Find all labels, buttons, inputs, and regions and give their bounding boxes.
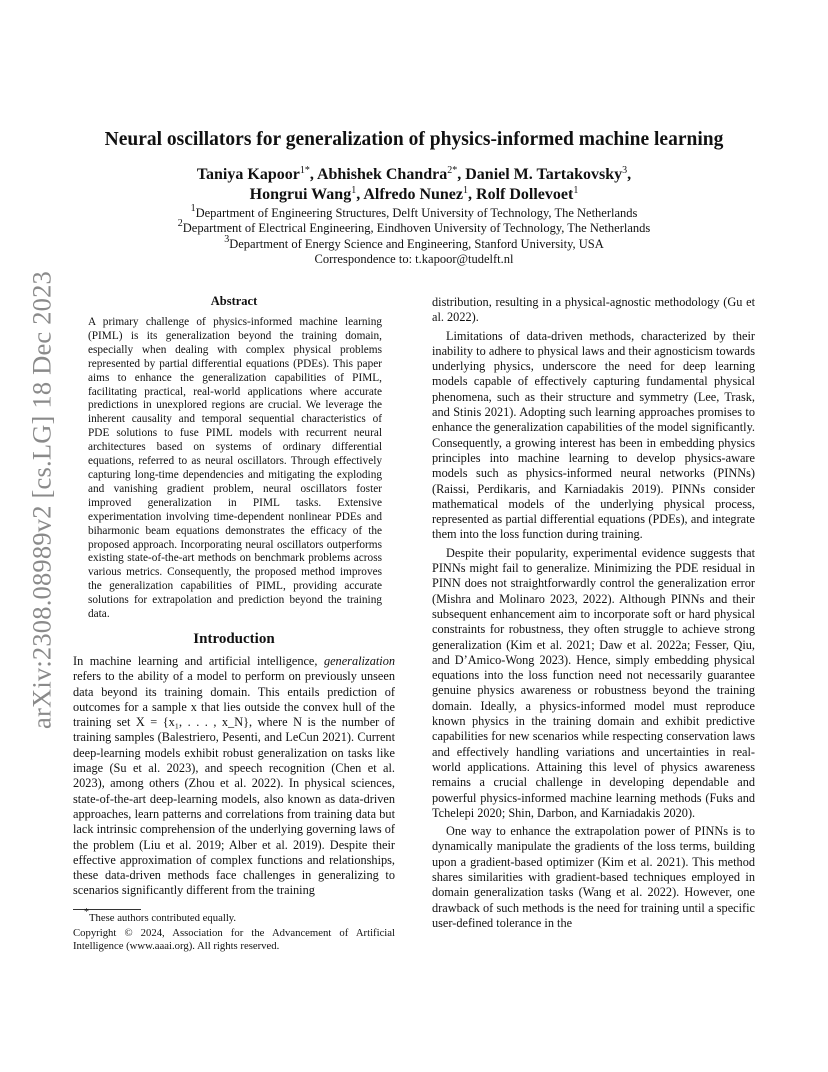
author-line-1 bbox=[80, 165, 748, 185]
arxiv-stamp bbox=[22, 270, 62, 730]
right-paragraph-0: distribution, resulting in a physical-agnostic methodology (Gu et al. 2022). bbox=[432, 295, 755, 325]
author-separator: , bbox=[457, 166, 466, 183]
right-paragraph-1: Limitations of data-driven methods, characterized by their inability to adhere to physical laws and their agnosticism towards underlying physics, underscore the need for deep learning models capable of effectively capturing fundamental physical phenomena, such as their structure and symmetry (Lee, Trask, and Stinis 2021). Adopting such learning approaches promises to enhance the generalization capabilities of the model significantly. Consequently, a growing interest has been in embedding physics principles into machine learning to develop physics-aware models such as physics-informed neural networks (PINNs) (Raissi, Perdikaris, and Karniadakis 2019). PINNs consider mathematical models of the underlying physical process, represented as partial differential equations (PDEs), and integrate them into the loss function during training. bbox=[432, 328, 755, 542]
affiliation-text: Department of Engineering Structures, Delft University of Technology, The Netherlands bbox=[195, 206, 638, 220]
footnote-mark: * bbox=[84, 907, 89, 918]
author-mark: 1 bbox=[573, 185, 579, 196]
author-name: Hongrui Wang bbox=[249, 186, 352, 203]
author-mark: 1 bbox=[351, 185, 357, 196]
affiliation-3 bbox=[80, 233, 748, 252]
arxiv-stamp-text: arXiv:2308.08989v2 [cs.LG] 18 Dec 2023 bbox=[26, 270, 57, 730]
abstract-heading: Abstract bbox=[210, 294, 258, 308]
author-name: Abhishek Chandra bbox=[316, 166, 448, 183]
affiliation-mark: 1 bbox=[190, 203, 196, 214]
author-name: Alfredo Nunez bbox=[363, 186, 464, 203]
affiliation-mark: 3 bbox=[224, 233, 230, 245]
author-mark: 1* bbox=[299, 165, 310, 176]
correspondence bbox=[80, 252, 748, 267]
affiliation-mark: 2 bbox=[177, 218, 183, 230]
affiliation-text: Department of Energy Science and Engineering, Stanford University, USA bbox=[229, 236, 604, 251]
text-run: In machine learning and artificial intelligence, bbox=[73, 654, 324, 668]
author-separator: , bbox=[627, 166, 632, 183]
footnote bbox=[73, 907, 395, 925]
copyright-notice: Copyright © 2024, Association for the Advancement of Artificial Intelligence (www.aaai.org). All rights reserved. bbox=[73, 927, 395, 952]
right-column-body bbox=[432, 295, 755, 931]
affiliation-text: Department of Electrical Engineering, Eindhoven University of Technology, The Netherlands bbox=[182, 221, 651, 236]
author-separator: , bbox=[356, 186, 364, 203]
author-mark: 2* bbox=[447, 165, 458, 176]
affiliations bbox=[80, 203, 748, 267]
author-line-2 bbox=[80, 185, 748, 205]
correspondence-text: Correspondence to: t.kapoor@tudelft.nl bbox=[314, 251, 514, 266]
text-run: refers to the ability of a model to perform on previously unseen data beyond its training domain. This entails prediction of outcomes for a sample x that lies outside the convex hull of the training set X = {x₁, . . . , x_N}, where N is the number of training samples (Balestriero, Pesenti, and LeCun 2021). Current deep-learning models exhibit robust generalization on tasks like image (Su et al. 2023), and speech recognition (Chen et al. 2023), among others (Zhou et al. 2022). In physical sciences, state-of-the-art deep-learning models, also known as data-driven approaches, learn patterns and correlations from training data but lack intrinsic comprehension of the underlying governing laws of the problem (Liu et al. 2019; Alber et al. 2019). Despite their effective approximation of complex functions and relationships, these data-driven methods face challenges in generalizing to scenarios significantly different from the training bbox=[73, 669, 395, 898]
author-name: Daniel M. Tartakovsky bbox=[465, 166, 623, 183]
author-mark: 1 bbox=[463, 185, 469, 196]
footnote-text: These authors contributed equally. bbox=[89, 912, 237, 924]
author-name: Taniya Kapoor bbox=[196, 166, 300, 183]
right-paragraph-3: One way to enhance the extrapolation power of PINNs is to dynamically manipulate the gradients of the loss terms, building upon a gradient-based optimizer (Kim et al. 2021). This method shares similarities with gradient-based techniques employed in domain generalization tasks (Wang et al. 2022). However, one drawback of such methods is the need for training until a specific user-defined tolerance in the bbox=[432, 824, 755, 930]
author-separator: , bbox=[468, 186, 477, 203]
emphasis-term: generalization bbox=[323, 654, 395, 668]
abstract-body: A primary challenge of physics-informed machine learning (PIML) is its generalization beyond the training domain, especially when dealing with complex physical problems represented by partial differential equations (PDEs). This paper aims to enhance the generalization capabilities of PIML, facilitating practical, real-world applications where accurate predictions in unexplored regions are crucial. We leverage the inherent causality and temporal sequential characteristics of PDE solutions to fuse PIML models with recurrent neural architectures based on systems of ordinary differential equations, referred to as neural oscillators. Through effectively capturing long-time dependencies and mitigating the exploding and vanishing gradient problem, neural oscillators foster improved generalization in PIML tasks. Extensive experimentation involving time-dependent nonlinear PDEs and biharmonic beam equations demonstrates the efficacy of the proposed approach. Incorporating neural oscillators outperforms existing state-of-the-art methods on benchmark problems across various metrics. Consequently, the proposed method improves the generalization capabilities of PIML, providing accurate solutions for extrapolation and prediction beyond the training data. bbox=[88, 316, 382, 621]
introduction-body bbox=[73, 654, 395, 899]
author-list bbox=[80, 165, 748, 205]
introduction-heading: Introduction bbox=[193, 631, 275, 647]
author-separator: , bbox=[309, 166, 317, 183]
author-mark: 3 bbox=[622, 165, 628, 176]
author-name: Rolf Dollevoet bbox=[476, 186, 574, 203]
affiliation-2 bbox=[80, 218, 748, 236]
right-paragraph-2: Despite their popularity, experimental evidence suggests that PINNs might fail to generalize. Minimizing the PDE residual in PINN does not straightforwardly control the generalization error (Mishra and Molinaro 2023, 2022). Although PINNs and their subsequent enhancement aim to incorporate soft or hard physical constraints for robustness, they often struggle to achieve strong generalization (Kim et al. 2021; Daw et al. 2022a; Fesser, Qiu, and D’Amico-Wong 2023). Hence, simply embedding physical equations into the loss function need not necessarily guarantee genuine physics awareness or robustness beyond the training domain. Ideally, a physics-informed model must reproduce known physics in the training domain and exhibit predictive capabilities for new scenarios while respecting conservation laws and effectively handling variations and uncertainties in real-world applications. Attaining this level of physics awareness remains a crucial challenge in developing dependable and powerful physics-informed machine learning methods (Fuks and Tchelepi 2020; Shin, Darbon, and Karniadakis 2020). bbox=[432, 545, 755, 820]
paper-title: Neural oscillators for generalization of physics-informed machine learning bbox=[104, 129, 724, 150]
intro-paragraph-1 bbox=[73, 654, 395, 899]
